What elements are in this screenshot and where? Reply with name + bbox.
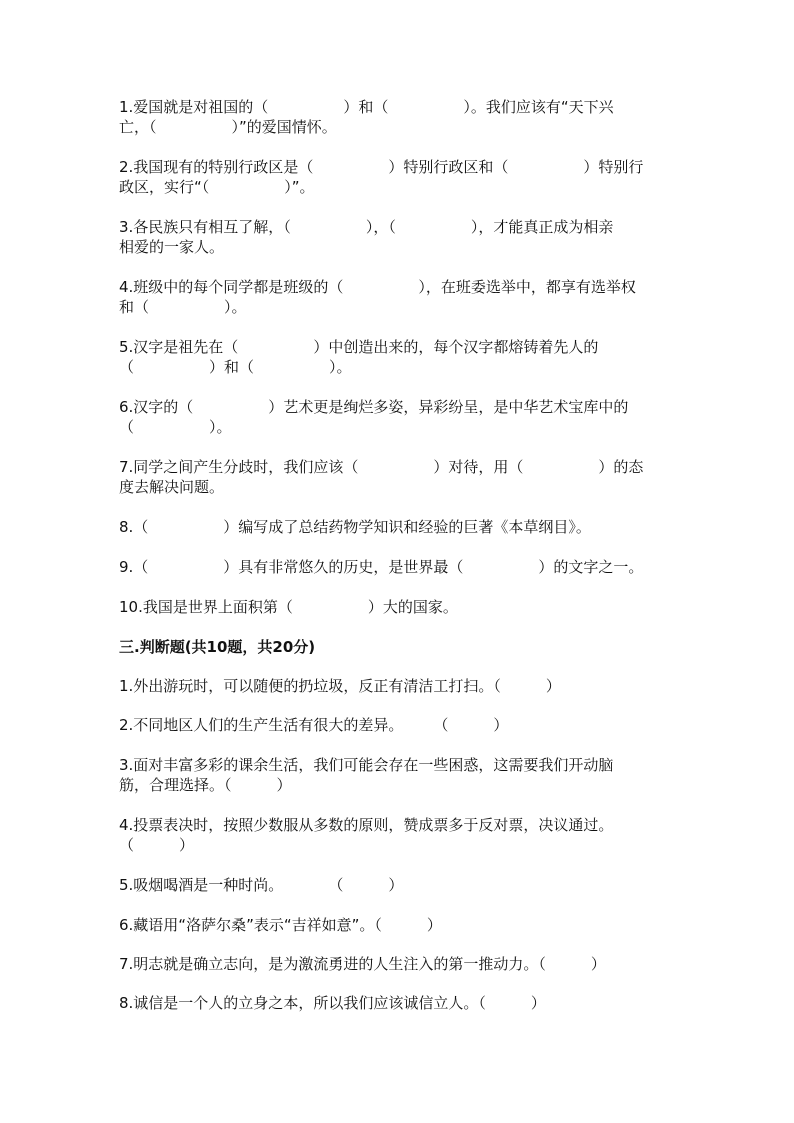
question-line: 1.爱国就是对祖国的（ ）和（ ）。我们应该有“天下兴 [119,98,614,116]
fill-in-question-7 [119,457,679,497]
true-false-question-2 [119,715,679,735]
question-line: 2.不同地区人们的生产生活有很大的差异。 （ ） [119,716,509,734]
question-line: 亡，（ ）”的爱国情怀。 [119,118,337,136]
fill-in-question-9 [119,557,679,577]
question-line: 6.汉字的（ ）艺术更是绚烂多姿，异彩纷呈，是中华艺术宝库中的 [119,398,629,416]
fill-in-question-5 [119,337,679,377]
question-line: （ ）和（ ）。 [119,358,352,376]
true-false-question-4 [119,815,679,855]
fill-in-question-4 [119,277,679,317]
question-line: 8.（ ）编写成了总结药物学知识和经验的巨著《本草纲目》。 [119,518,591,536]
fill-in-question-6 [119,397,679,437]
question-line: （ ）。 [119,418,232,436]
fill-in-question-3 [119,217,679,257]
question-line: 3.面对丰富多彩的课余生活，我们可能会存在一些困惑，这需要我们开动脑 [119,756,614,774]
fill-in-question-10 [119,597,679,617]
question-line: 7.明志就是确立志向，是为激流勇进的人生注入的第一推动力。（ ） [119,955,606,973]
question-line: 筋，合理选择。（ ） [119,776,292,794]
question-line: 3.各民族只有相互了解，（ ），（ ），才能真正成为相亲 [119,218,614,236]
fill-in-question-2 [119,157,679,197]
true-false-question-3 [119,755,679,795]
question-line: 5.汉字是祖先在（ ）中创造出来的，每个汉字都熔铸着先人的 [119,338,599,356]
question-line: 度去解决问题。 [119,478,225,496]
section-heading: 三.判断题(共10题，共20分) [119,638,316,656]
question-line: 4.班级中的每个同学都是班级的（ ），在班委选举中，都享有选举权 [119,278,636,296]
question-line: 9.（ ）具有非常悠久的历史，是世界最（ ）的文字之一。 [119,558,644,576]
question-line: 1.外出游玩时，可以随便的扔垃圾，反正有清洁工打扫。（ ） [119,677,561,695]
true-false-question-8 [119,993,679,1013]
question-line: 5.吸烟喝酒是一种时尚。 （ ） [119,876,404,894]
question-line: 政区，实行“（ ）”。 [119,178,315,196]
question-line: 7.同学之间产生分歧时，我们应该（ ）对待，用（ ）的态 [119,458,644,476]
question-line: 相爱的一家人。 [119,238,225,256]
question-line: 2.我国现有的特别行政区是（ ）特别行政区和（ ）特别行 [119,158,644,176]
question-line: 8.诚信是一个人的立身之本，所以我们应该诚信立人。（ ） [119,994,546,1012]
question-line: 4.投票表决时，按照少数服从多数的原则，赞成票多于反对票，决议通过。 [119,816,614,834]
question-line: 10.我国是世界上面积第（ ）大的国家。 [119,598,458,616]
fill-in-question-8 [119,517,679,537]
true-false-question-6 [119,915,679,935]
question-line: 和（ ）。 [119,298,247,316]
true-false-question-1 [119,676,679,696]
true-false-question-5 [119,875,679,895]
fill-in-question-1 [119,97,679,137]
true-false-question-7 [119,954,679,974]
question-line: （ ） [119,836,195,854]
question-line: 6.藏语用“洛萨尔桑”表示“吉祥如意”。（ ） [119,916,442,934]
